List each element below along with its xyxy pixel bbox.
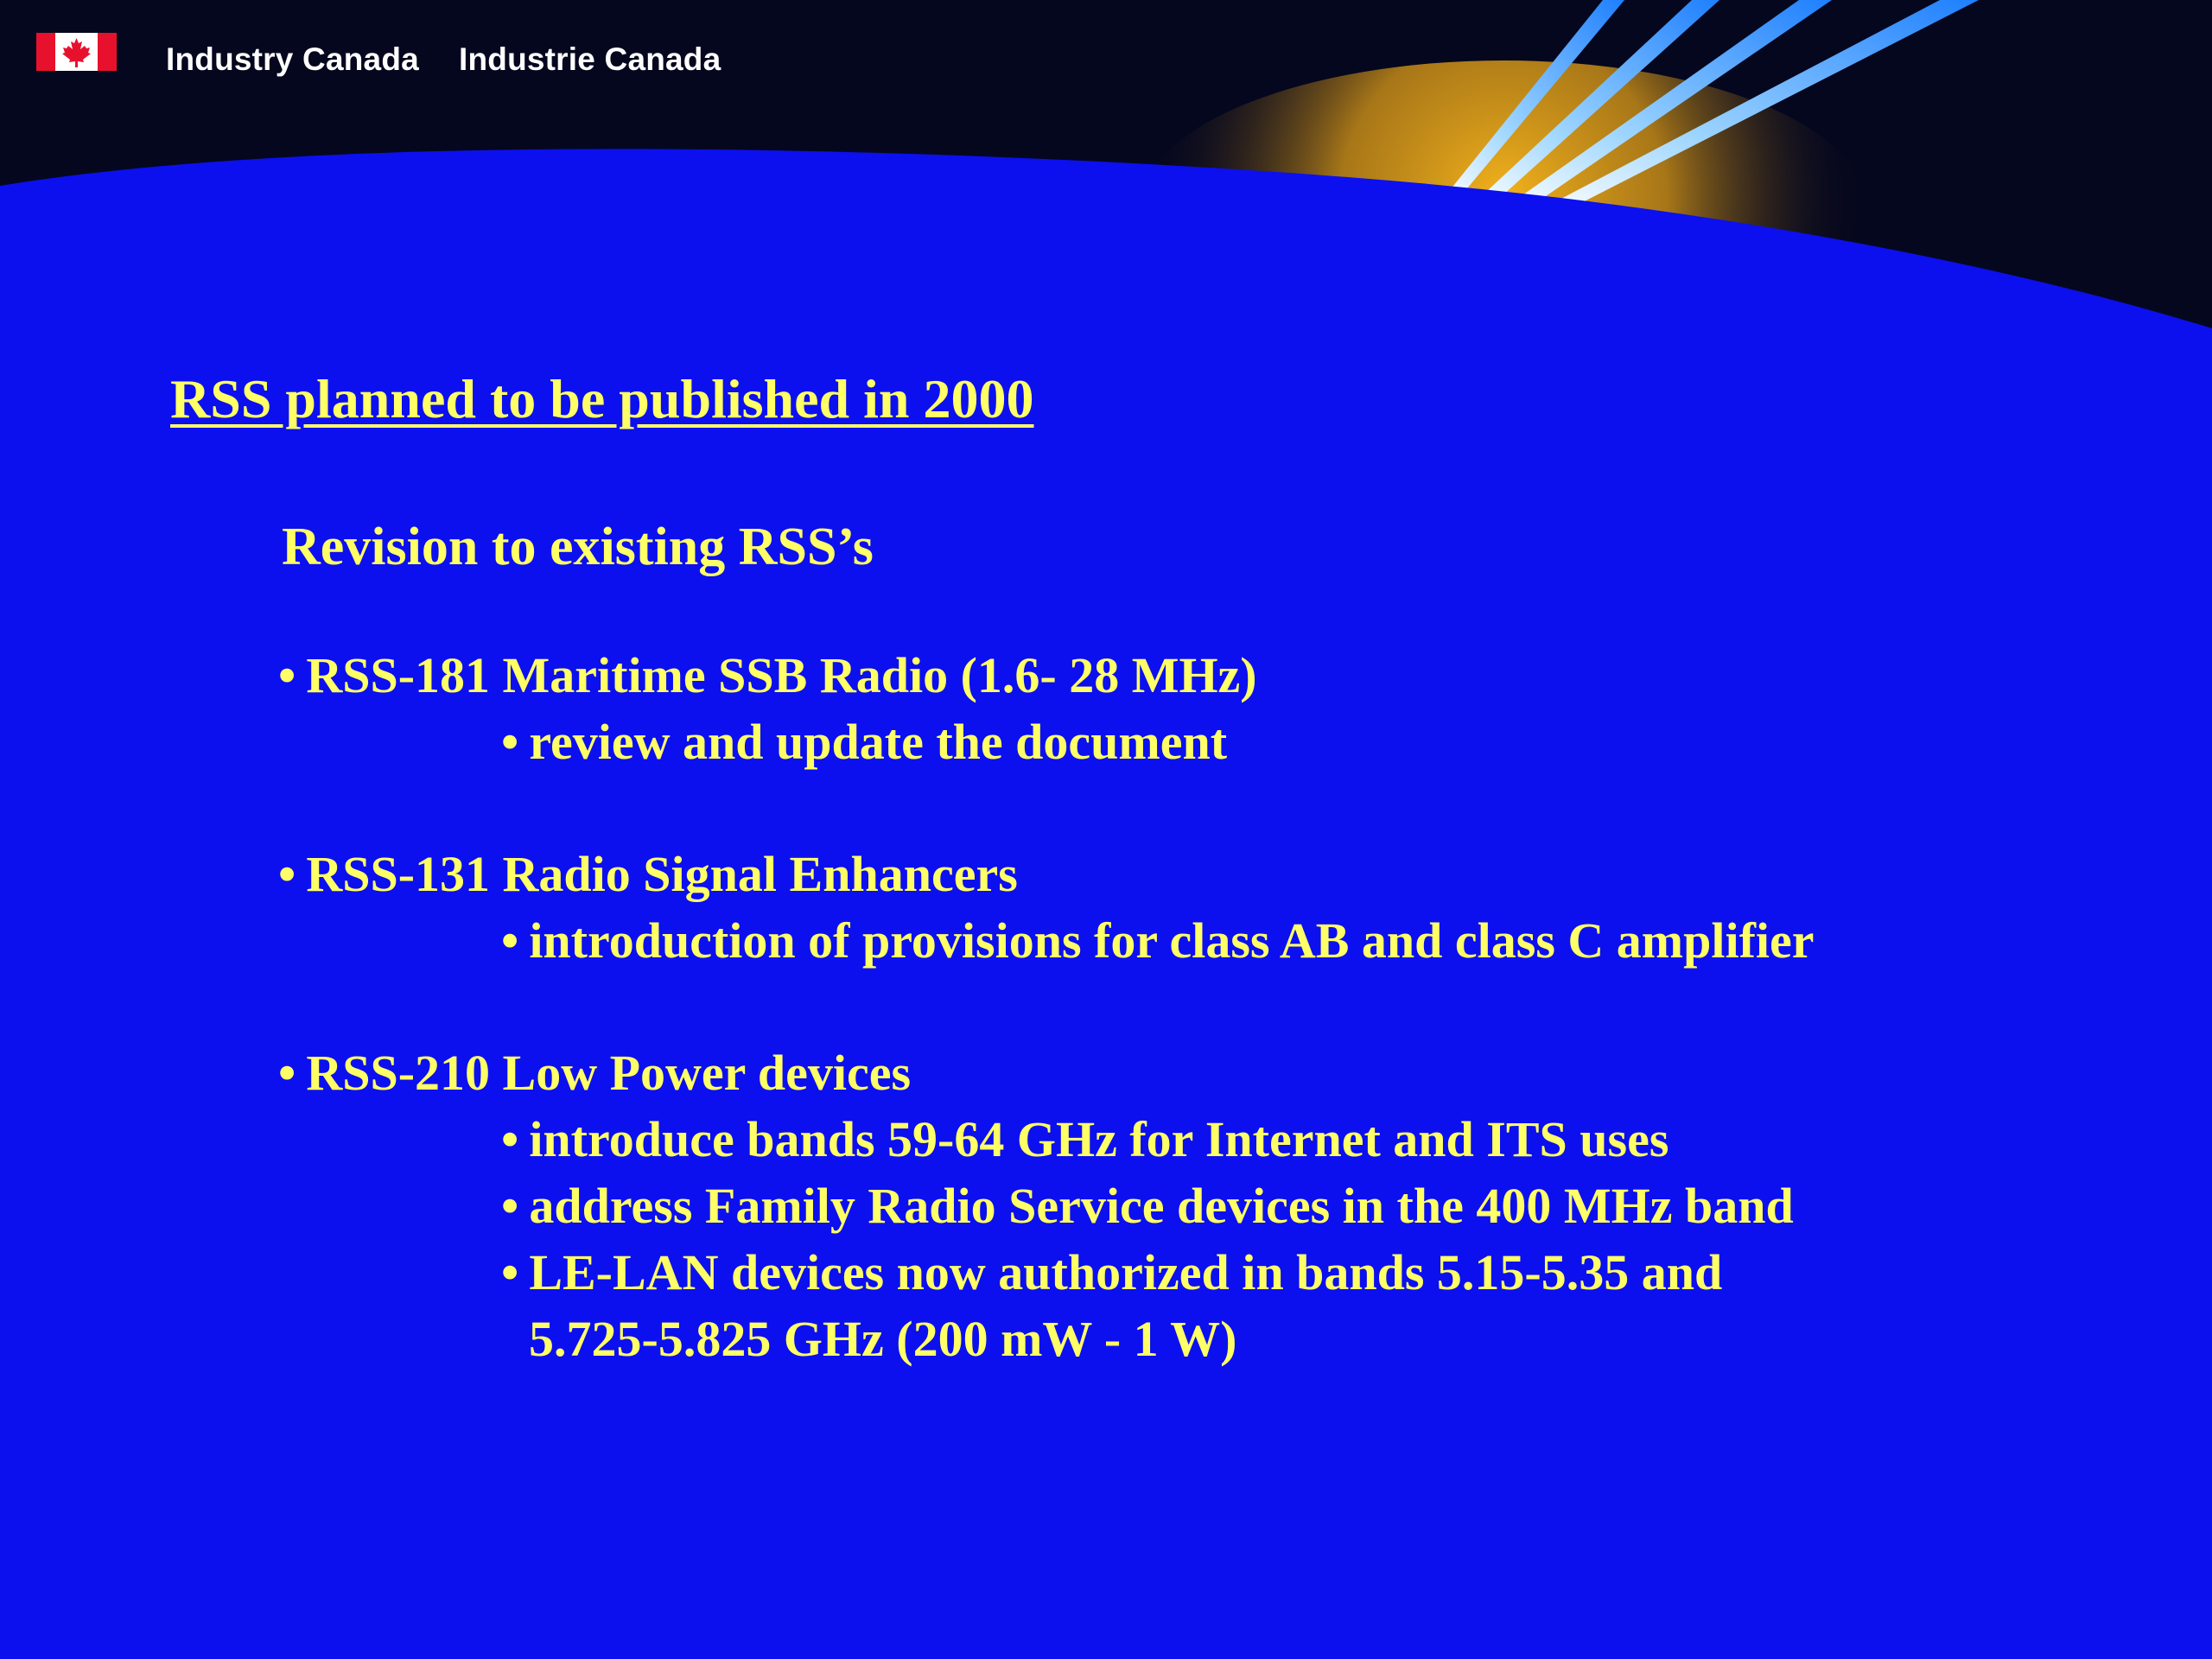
sub-list-item: [501, 1178, 1794, 1234]
bullet: •: [501, 1178, 519, 1234]
sub-list-item-text: LE-LAN devices now authorized in bands 5.15-5.35 and: [529, 1244, 1723, 1300]
sub-list-item: [501, 1111, 1669, 1167]
bullet: •: [501, 1244, 519, 1300]
sub-list-item: [501, 912, 1815, 969]
sub-list-item: [501, 1244, 1723, 1300]
sub-list-item: [501, 714, 1228, 770]
bullet: •: [278, 1045, 296, 1101]
sub-list-item-text: introduce bands 59-64 GHz for Internet and ITS uses: [529, 1111, 1669, 1167]
sub-list-item-text: review and update the document: [529, 714, 1228, 770]
bullet: •: [501, 1111, 519, 1167]
bullet: •: [501, 912, 519, 969]
slide-subtitle: Revision to existing RSS’s: [282, 518, 874, 576]
bullet: •: [278, 846, 296, 902]
sub-list-item-continuation: 5.725-5.825 GHz (200 mW - 1 W): [529, 1311, 1237, 1367]
list-item-heading: [278, 1045, 912, 1101]
slide-title: RSS planned to be published in 2000: [170, 368, 1034, 429]
list-item-text: RSS-210 Low Power devices: [306, 1045, 912, 1101]
org-name-english: Industry Canada: [166, 41, 419, 77]
org-name-french: Industrie Canada: [459, 41, 721, 77]
list-item-text: RSS-131 Radio Signal Enhancers: [306, 846, 1018, 902]
sub-list-item-text: introduction of provisions for class AB and class C amplifier: [529, 912, 1815, 969]
bullet: •: [501, 714, 519, 770]
list-item-heading: [278, 647, 1257, 703]
list-item-heading: [278, 846, 1018, 902]
sub-list-item-text: address Family Radio Service devices in the 400 MHz band: [529, 1178, 1794, 1234]
list-item-text: RSS-181 Maritime SSB Radio (1.6- 28 MHz): [306, 647, 1257, 703]
bullet: •: [278, 647, 296, 703]
